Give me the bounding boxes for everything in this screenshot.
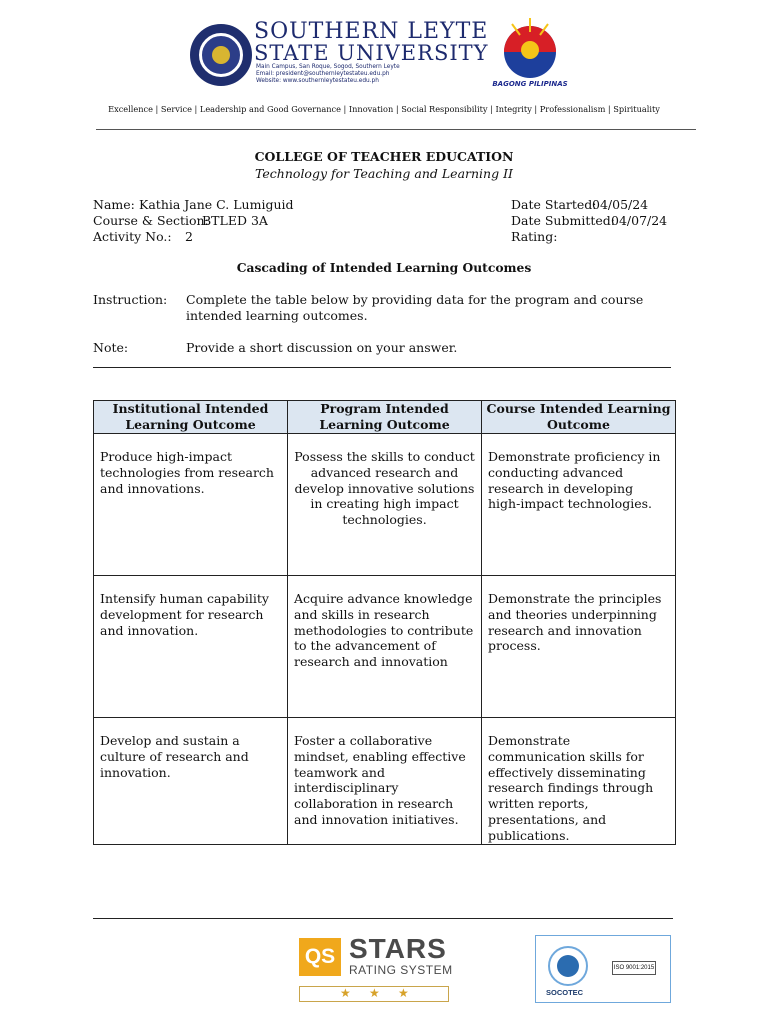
- table-cell: Demonstrate proficiency in conducting advanced research in developing high-impact technologies.: [482, 434, 676, 576]
- table-row: [94, 718, 676, 845]
- university-seal: [190, 24, 252, 86]
- star-icon: ★: [340, 986, 351, 1000]
- activity-label: Activity No.:: [93, 229, 172, 244]
- table-row: [94, 434, 676, 576]
- address-line: Main Campus, San Roque, Sogod, Southern Leyte: [256, 64, 400, 70]
- subject-title: Technology for Teaching and Learning II: [255, 166, 513, 181]
- stars-label: STARS: [349, 933, 447, 964]
- college-title: COLLEGE OF TEACHER EDUCATION: [254, 149, 514, 164]
- course-label: Course & Section:: [93, 213, 209, 228]
- star-icon: ★: [369, 986, 380, 1000]
- table-cell: Demonstrate communication skills for effectively disseminating research findings through written reports, presentations, and publications.: [482, 718, 676, 845]
- rating-label: Rating:: [511, 229, 558, 244]
- date-submitted-label: Date Submitted:: [511, 213, 615, 228]
- header-course: Course Intended Learning Outcome: [482, 401, 676, 434]
- note-label: Note:: [93, 340, 129, 355]
- name-value: Kathia Jane C. Lumiguid: [139, 197, 294, 212]
- table-header-row: [94, 401, 676, 434]
- header-institutional: Institutional Intended Learning Outcome: [94, 401, 288, 434]
- qs-label: QS: [304, 945, 336, 968]
- date-started-value: 04/05/24: [592, 197, 649, 212]
- table-cell: Intensify human capability development for research and innovation.: [94, 576, 288, 718]
- table-cell: Demonstrate the principles and theories underpinning research and innovation process.: [482, 576, 676, 718]
- instruction-text: Complete the table below by providing data for the program and course intended learning outcomes.: [186, 292, 644, 323]
- instruction-divider: [93, 367, 671, 368]
- activity-title: Cascading of Intended Learning Outcomes: [236, 260, 532, 275]
- university-name-line2: STATE UNIVERSITY: [254, 41, 489, 65]
- header-divider: [96, 129, 696, 130]
- outcomes-table: [93, 400, 676, 845]
- activity-value: 2: [185, 229, 193, 244]
- socotec-label: SOCOTEC: [546, 988, 584, 997]
- name-label: Name:: [93, 197, 135, 212]
- email-line: Email: president@southernleytestateu.edu.ph: [256, 71, 390, 77]
- note-text: Provide a short discussion on your answer.: [186, 340, 458, 355]
- date-submitted-value: 04/07/24: [611, 213, 668, 228]
- rating-system-label: RATING SYSTEM: [349, 963, 453, 977]
- iso-label: ISO 9001:2015: [612, 961, 656, 975]
- bagong-pilipinas-logo: [492, 10, 568, 86]
- star-icon: ★: [398, 986, 409, 1000]
- table-cell: Foster a collaborative mindset, enabling effective teamwork and interdisciplinary collaboration in research and innovation initiatives.: [288, 718, 482, 845]
- table-row: [94, 576, 676, 718]
- table-cell: Acquire advance knowledge and skills in research methodologies to contribute to the advancement of research and innovation: [288, 576, 482, 718]
- footer-divider: [93, 918, 673, 919]
- table-cell: Produce high-impact technologies from research and innovations.: [94, 434, 288, 576]
- table-cell: Possess the skills to conduct advanced research and develop innovative solutions in creating high impact technologies.: [288, 434, 482, 576]
- date-started-label: Date Started:: [511, 197, 597, 212]
- bagong-pilipinas-label: BAGONG PILIPINAS: [492, 80, 568, 88]
- instruction-label: Instruction:: [93, 292, 168, 307]
- table-cell: Develop and sustain a culture of research and innovation.: [94, 718, 288, 845]
- course-value: BTLED 3A: [202, 213, 268, 228]
- socotec-mark-icon: [557, 955, 579, 977]
- header-program: Program Intended Learning Outcome: [288, 401, 482, 434]
- website-line: Website: www.southernleytestateu.edu.ph: [256, 78, 379, 84]
- core-values-line: Excellence | Service | Leadership and Good Governance | Innovation | Social Responsibility | Integrity | Professionalism | Spirituality: [108, 104, 660, 114]
- university-name-line1: SOUTHERN LEYTE: [254, 19, 489, 44]
